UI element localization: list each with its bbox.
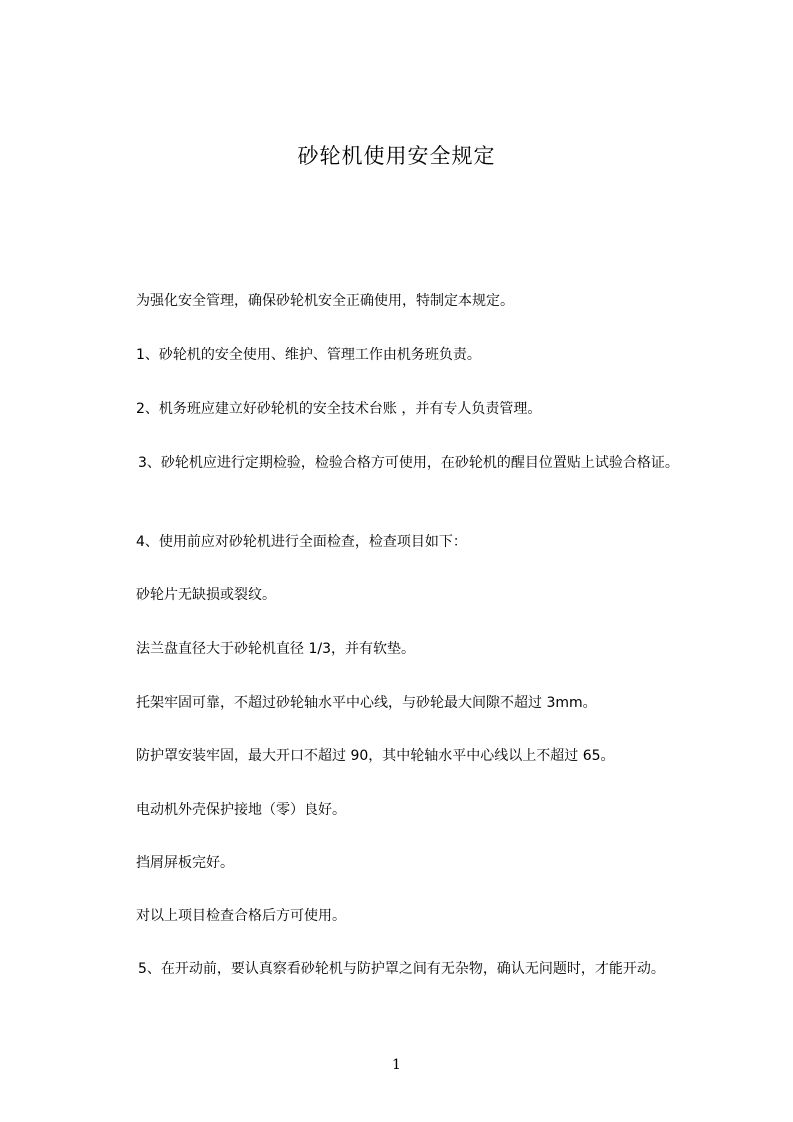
paragraph-item-1: 1、砂轮机的安全使用、维护、管理工作由机务班负责。 xyxy=(136,347,481,363)
check-item-flange: 法兰盘直径大于砂轮机直径 1/3，并有软垫。 xyxy=(136,641,415,657)
check-item-guard: 防护罩安装牢固，最大开口不超过 90，其中轮轴水平中心线以上不超过 65。 xyxy=(136,748,615,764)
page-number: 1 xyxy=(392,1057,401,1073)
paragraph-item-2: 2、机务班应建立好砂轮机的安全技术台账 ，并有专人负责管理。 xyxy=(136,401,542,417)
check-item-rest: 托架牢固可靠，不超过砂轮轴水平中心线，与砂轮最大间隙不超过 3mm。 xyxy=(136,695,597,711)
check-item-conclusion: 对以上项目检查合格后方可使用。 xyxy=(136,908,346,924)
paragraph-item-4: 4、使用前应对砂轮机进行全面检查，检查项目如下： xyxy=(136,534,467,550)
paragraph-item-3: 3、砂轮机应进行定期检验，检验合格方可使用，在砂轮机的醒目位置贴上试验合格证。 xyxy=(138,455,679,471)
page-title: 砂轮机使用安全规定 xyxy=(297,144,496,168)
check-item-wheel: 砂轮片无缺损或裂纹。 xyxy=(136,587,276,603)
paragraph-intro: 为强化安全管理，确保砂轮机安全正确使用，特制定本规定。 xyxy=(136,293,514,309)
check-item-shield: 挡屑屏板完好。 xyxy=(136,855,234,871)
paragraph-item-5: 5、在开动前，要认真察看砂轮机与防护罩之间有无杂物，确认无问题时，才能开动。 xyxy=(138,961,665,977)
check-item-grounding: 电动机外壳保护接地（零）良好。 xyxy=(136,802,346,818)
